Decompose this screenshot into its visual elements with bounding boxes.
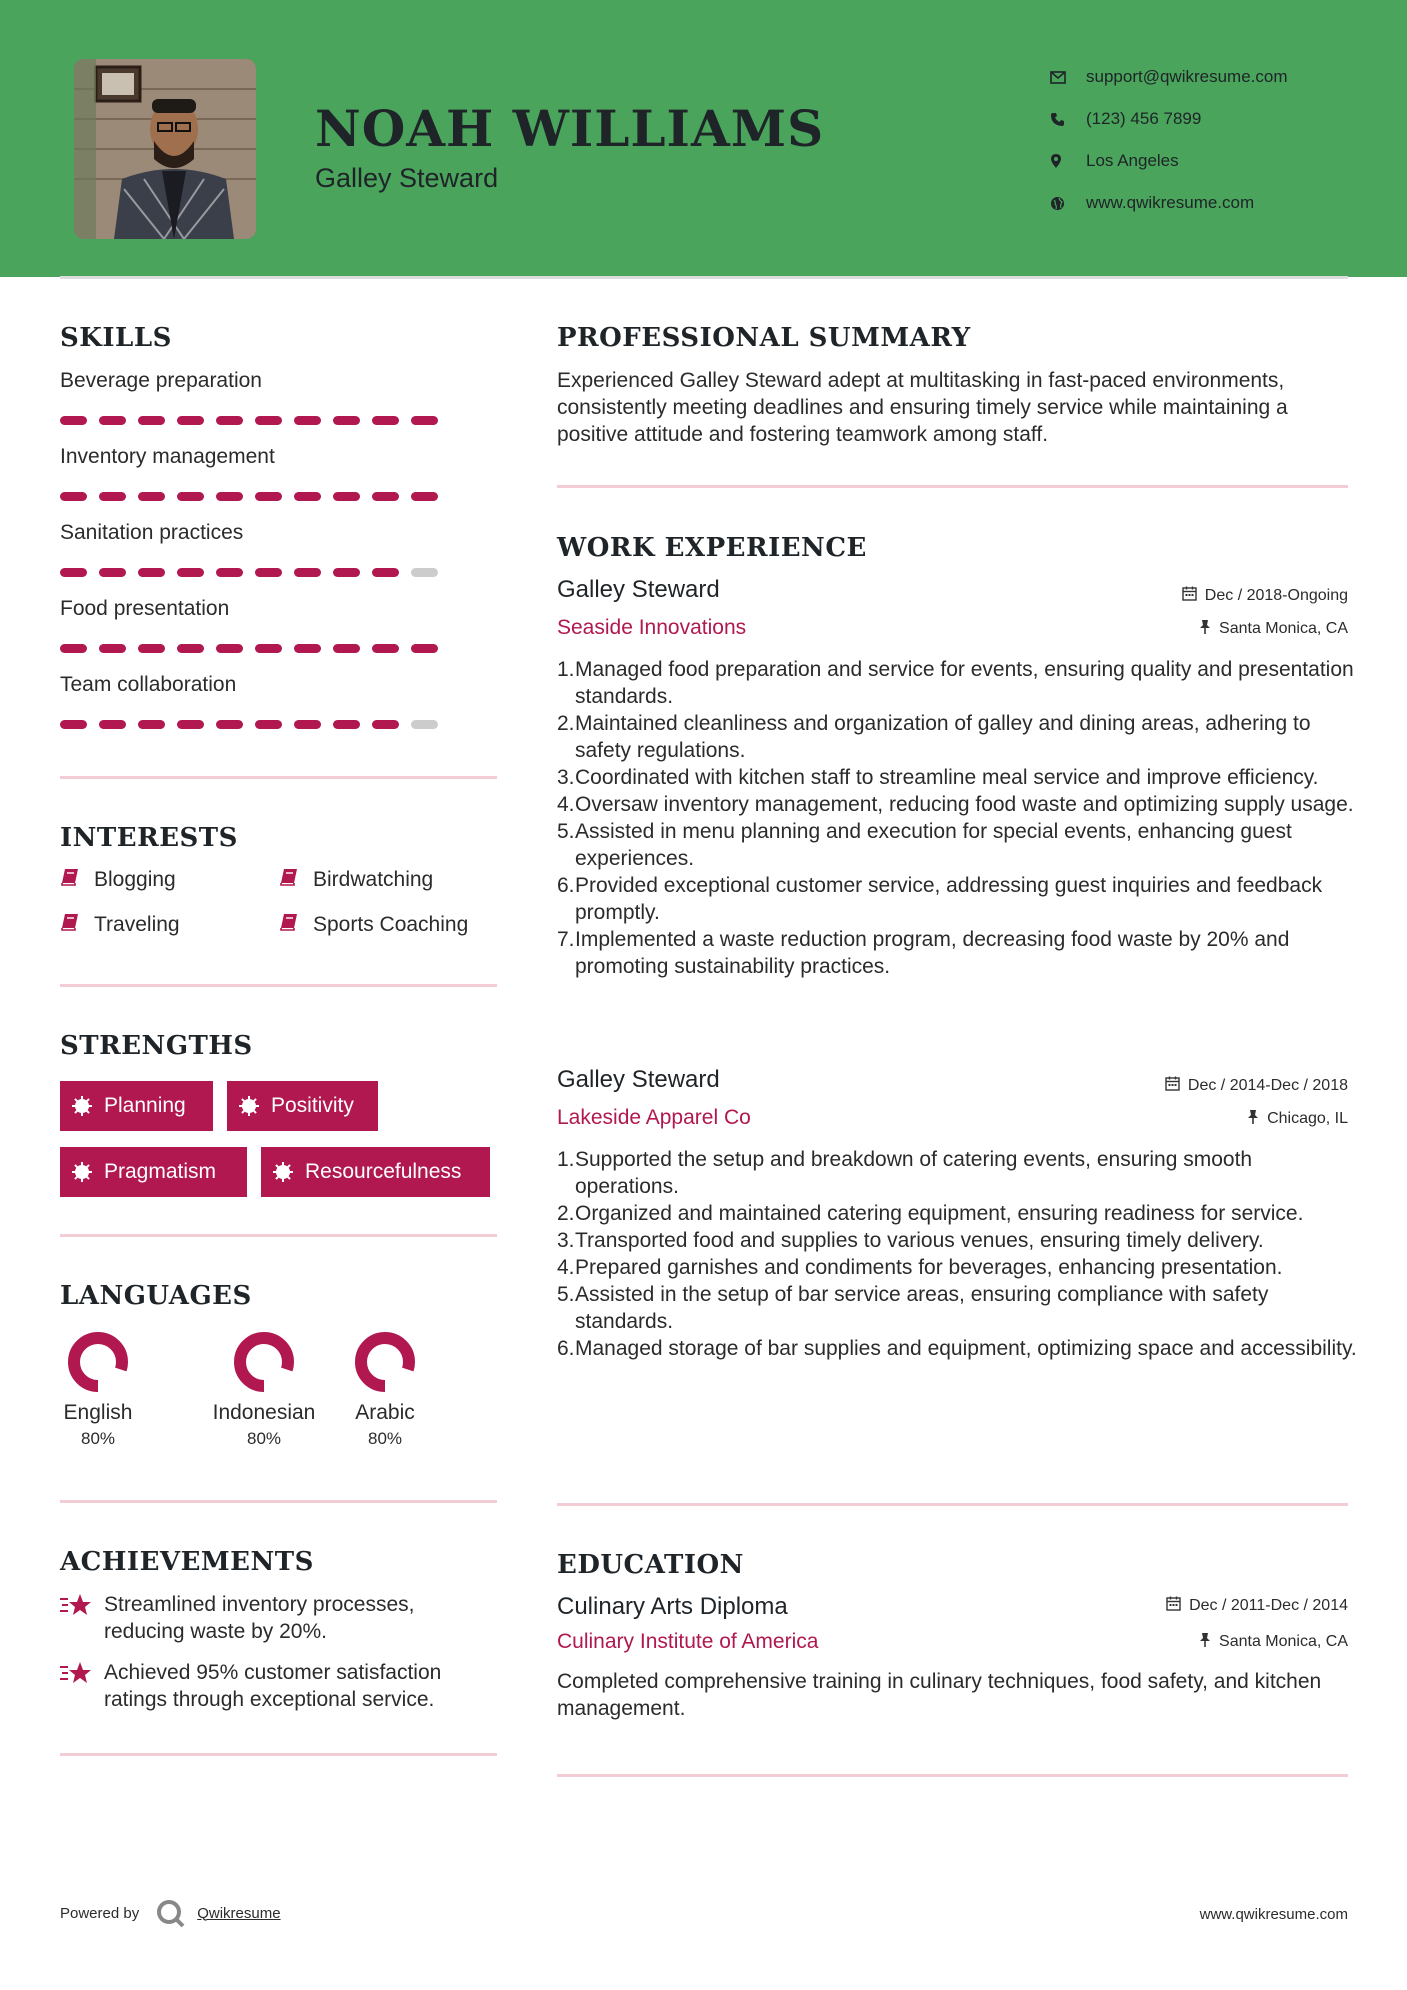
list-item-text: Supported the setup and breakdown of catering events, ensuring smooth operations. — [575, 1148, 1253, 1198]
skill-rating-dot — [294, 416, 321, 425]
candidate-title: Galley Steward — [315, 163, 499, 193]
language-ring — [232, 1330, 296, 1394]
skill-rating-dot — [216, 416, 243, 425]
header-divider — [60, 276, 1348, 279]
summary-divider — [557, 485, 1348, 488]
skill-rating-dot — [333, 720, 360, 729]
skill-rating-dot — [255, 568, 282, 577]
star-icon — [60, 1591, 104, 1645]
list-item: 7. Implemented a waste reduction program, decreasing food waste by 20% and promoting sustainability practices. — [557, 926, 1357, 980]
language-name: English — [63, 1401, 133, 1424]
education-dates — [1166, 1596, 1348, 1616]
summary-text: Experienced Galley Steward adept at multitasking in fast-paced environments, consistently meeting deadlines and ensuring timely service while maintaining a positive attitude and fostering teamwork among staff. — [557, 369, 1288, 446]
interest-label: Blogging — [94, 868, 176, 891]
powered-by-text: Powered by — [60, 1904, 140, 1922]
skill-rating-dot — [372, 492, 399, 501]
strength-label: Pragmatism — [104, 1160, 217, 1183]
gear-badge-icon — [273, 1162, 305, 1182]
job-location-text: Chicago, IL — [1267, 1110, 1348, 1127]
job-dates-text: Dec / 2018-Ongoing — [1204, 587, 1348, 604]
calendar-icon — [1165, 1076, 1180, 1096]
achievements-heading: ACHIEVEMENTS — [60, 1547, 314, 1577]
interest-item — [279, 867, 433, 893]
contact-email-text: support@qwikresume.com — [1086, 67, 1288, 86]
skill-rating-dot — [60, 720, 87, 729]
skill-rating-dot — [177, 644, 204, 653]
skill-rating-dot — [138, 416, 165, 425]
experience-divider — [557, 1503, 1348, 1506]
skill-rating-dot — [60, 644, 87, 653]
interest-item — [60, 912, 180, 938]
skill-rating-dot — [99, 568, 126, 577]
footer-powered-by — [60, 1898, 281, 1928]
skill-rating-dot — [333, 492, 360, 501]
contact-email[interactable] — [1050, 56, 1370, 98]
languages-heading: LANGUAGES — [60, 1281, 252, 1311]
interests-heading: INTERESTS — [60, 823, 238, 853]
list-item: 5. Assisted in the setup of bar service areas, ensuring compliance with safety standards. — [557, 1281, 1357, 1335]
skill-rating-dot — [99, 416, 126, 425]
star-icon — [60, 1659, 104, 1713]
skill-rating-dot — [333, 416, 360, 425]
achievement-item — [60, 1591, 500, 1645]
skill-rating-dot — [60, 416, 87, 425]
gear-badge-icon — [239, 1096, 271, 1116]
skill-label: Beverage preparation — [60, 369, 262, 392]
list-item-text: Oversaw inventory management, reducing food waste and optimizing supply usage. — [575, 793, 1354, 816]
qwikresume-link[interactable]: Qwikresume — [197, 1904, 281, 1922]
education-location — [1199, 1632, 1348, 1652]
education-heading: EDUCATION — [557, 1550, 744, 1580]
education-dates-text: Dec / 2011-Dec / 2014 — [1189, 1597, 1348, 1614]
interest-item — [279, 912, 468, 938]
skill-rating-dot — [255, 644, 282, 653]
list-item: 1. Managed food preparation and service for events, ensuring quality and presentation standards. — [557, 656, 1357, 710]
list-item-text: Maintained cleanliness and organization of galley and dining areas, adhering to safety regulations. — [575, 712, 1311, 762]
list-item-text: Managed storage of bar supplies and equipment, optimizing space and accessibility. — [575, 1337, 1357, 1360]
job-bullets — [557, 656, 1357, 980]
skill-rating-dot — [333, 644, 360, 653]
summary-heading: PROFESSIONAL SUMMARY — [557, 323, 971, 353]
skill-rating-dot — [216, 720, 243, 729]
header-banner — [0, 0, 1407, 277]
education-location-text: Santa Monica, CA — [1219, 1633, 1348, 1650]
strength-badge — [60, 1081, 213, 1131]
calendar-icon — [1182, 586, 1197, 606]
skill-label: Sanitation practices — [60, 521, 244, 544]
education-school: Culinary Institute of America — [557, 1630, 819, 1653]
list-item: 3. Coordinated with kitchen staff to streamline meal service and improve efficiency. — [557, 766, 1319, 789]
skill-rating-dot — [255, 416, 282, 425]
gear-badge-icon — [72, 1162, 104, 1182]
skill-rating-dot — [216, 568, 243, 577]
skill-rating-dot — [138, 568, 165, 577]
skill-rating-dot — [99, 720, 126, 729]
list-item: 4. Oversaw inventory management, reducing food waste and optimizing supply usage. — [557, 793, 1354, 816]
strength-badge — [227, 1081, 378, 1131]
skill-rating-dot — [372, 720, 399, 729]
interest-label: Traveling — [94, 913, 180, 936]
skill-rating-dot — [255, 720, 282, 729]
skill-rating-dot — [216, 644, 243, 653]
skill-rating-dot — [138, 492, 165, 501]
list-item: 4. Prepared garnishes and condiments for beverages, enhancing presentation. — [557, 1256, 1283, 1279]
skill-label: Inventory management — [60, 445, 275, 468]
phone-icon — [1050, 112, 1086, 127]
skill-rating-dot — [138, 720, 165, 729]
job-location — [1247, 1109, 1348, 1129]
skill-rating-dot — [177, 492, 204, 501]
skill-label: Team collaboration — [60, 673, 237, 696]
job-dates — [1165, 1076, 1348, 1096]
gear-badge-icon — [72, 1096, 104, 1116]
skill-rating-dot — [255, 492, 282, 501]
list-item-text: Prepared garnishes and condiments for beverages, enhancing presentation. — [575, 1256, 1283, 1279]
book-icon — [60, 912, 94, 938]
interest-label: Sports Coaching — [313, 913, 469, 936]
calendar-icon — [1166, 1596, 1181, 1616]
contact-info — [1050, 56, 1370, 224]
achievement-text: Streamlined inventory processes, reducing waste by 20%. — [104, 1593, 415, 1643]
skill-rating-dot — [294, 644, 321, 653]
contact-website[interactable] — [1050, 182, 1370, 224]
skill-rating-dot — [138, 644, 165, 653]
skill-rating-dot — [372, 644, 399, 653]
contact-location — [1050, 140, 1370, 182]
skill-rating-dot — [411, 416, 438, 425]
education-degree: Culinary Arts Diploma — [557, 1593, 788, 1620]
qwikresume-logo-icon — [155, 1898, 185, 1928]
job-title: Galley Steward — [557, 576, 720, 603]
list-item: 1. Supported the setup and breakdown of catering events, ensuring smooth operations. — [557, 1146, 1357, 1200]
skill-rating-dot — [372, 568, 399, 577]
skill-rating-dot — [99, 492, 126, 501]
list-item: 2. Organized and maintained catering equipment, ensuring readiness for service. — [557, 1202, 1304, 1225]
profile-photo — [74, 59, 256, 239]
book-icon — [279, 912, 313, 938]
interest-label: Birdwatching — [313, 868, 434, 891]
skill-rating-dot — [411, 492, 438, 501]
contact-website-text: www.qwikresume.com — [1086, 193, 1255, 212]
skill-rating-dot — [294, 568, 321, 577]
book-icon — [60, 867, 94, 893]
skill-rating — [60, 644, 438, 653]
experience-heading: WORK EXPERIENCE — [557, 533, 867, 563]
achievement-text: Achieved 95% customer satisfaction ratings through exceptional service. — [104, 1661, 442, 1711]
list-item-text: Provided exceptional customer service, addressing guest inquiries and feedback promptly. — [575, 874, 1323, 924]
job-dates-text: Dec / 2014-Dec / 2018 — [1187, 1077, 1348, 1094]
strength-label: Positivity — [271, 1094, 354, 1117]
achievements-divider — [60, 1753, 497, 1756]
list-item-text: Coordinated with kitchen staff to streamline meal service and improve efficiency. — [575, 766, 1319, 789]
strength-label: Resourcefulness — [305, 1160, 462, 1183]
list-item: 6. Managed storage of bar supplies and equipment, optimizing space and accessibility. — [557, 1337, 1357, 1360]
skill-rating-dot — [411, 568, 438, 577]
language-item — [204, 1330, 324, 1449]
strengths-divider — [60, 1234, 497, 1237]
skill-rating — [60, 492, 438, 501]
skill-rating-dot — [294, 492, 321, 501]
skill-label: Food presentation — [60, 597, 230, 620]
list-item-text: Organized and maintained catering equipment, ensuring readiness for service. — [575, 1202, 1304, 1225]
language-percent: 80% — [246, 1429, 282, 1448]
footer-website[interactable]: www.qwikresume.com — [1199, 1906, 1348, 1923]
strength-label: Planning — [104, 1094, 186, 1117]
map-pin-icon — [1050, 153, 1086, 169]
skill-rating-dot — [60, 568, 87, 577]
book-icon — [279, 867, 313, 893]
list-item-text: Transported food and supplies to various venues, ensuring timely delivery. — [575, 1229, 1264, 1252]
interests-divider — [60, 984, 497, 987]
strength-badge — [261, 1147, 490, 1197]
education-description: Completed comprehensive training in culinary techniques, food safety, and kitchen management. — [557, 1670, 1322, 1720]
language-item — [38, 1330, 158, 1449]
job-company: Seaside Innovations — [557, 616, 747, 639]
pushpin-icon — [1247, 1109, 1259, 1129]
envelope-icon — [1050, 71, 1086, 84]
language-name: Arabic — [355, 1401, 415, 1424]
strength-badge — [60, 1147, 247, 1197]
globe-icon — [1050, 196, 1086, 211]
candidate-name: NOAH WILLIAMS — [315, 99, 825, 158]
contact-location-text: Los Angeles — [1086, 151, 1179, 170]
education-divider — [557, 1774, 1348, 1777]
pushpin-icon — [1199, 619, 1211, 639]
language-item — [325, 1330, 445, 1449]
list-item: 2. Maintained cleanliness and organization of galley and dining areas, adhering to safety regulations. — [557, 710, 1357, 764]
contact-phone-text: (123) 456 7899 — [1086, 109, 1202, 128]
skill-rating-dot — [99, 644, 126, 653]
skill-rating-dot — [411, 720, 438, 729]
skill-rating-dot — [372, 416, 399, 425]
language-ring — [66, 1330, 130, 1394]
job-location-text: Santa Monica, CA — [1219, 620, 1348, 637]
job-dates — [1182, 586, 1348, 606]
language-name: Indonesian — [212, 1401, 316, 1424]
skill-rating — [60, 568, 438, 577]
skill-rating — [60, 720, 438, 729]
skill-rating-dot — [177, 720, 204, 729]
list-item: 6. Provided exceptional customer service, addressing guest inquiries and feedback promptly. — [557, 872, 1357, 926]
skill-rating-dot — [216, 492, 243, 501]
language-ring — [353, 1330, 417, 1394]
skill-rating-dot — [333, 568, 360, 577]
skill-rating-dot — [177, 568, 204, 577]
skill-rating-dot — [177, 416, 204, 425]
job-location — [1199, 619, 1348, 639]
skills-heading: SKILLS — [60, 323, 172, 353]
skill-rating — [60, 416, 438, 425]
list-item: 3. Transported food and supplies to various venues, ensuring timely delivery. — [557, 1229, 1264, 1252]
skill-rating-dot — [60, 492, 87, 501]
achievement-item — [60, 1659, 500, 1713]
interest-item — [60, 867, 176, 893]
language-percent: 80% — [80, 1429, 116, 1448]
list-item-text: Managed food preparation and service for events, ensuring quality and presentation standards. — [575, 658, 1354, 708]
list-item-text: Assisted in menu planning and execution for special events, enhancing guest experiences. — [575, 820, 1292, 870]
pushpin-icon — [1199, 1632, 1211, 1652]
contact-phone[interactable] — [1050, 98, 1370, 140]
job-bullets — [557, 1146, 1357, 1362]
list-item-text: Implemented a waste reduction program, decreasing food waste by 20% and promoting sustainability practices. — [575, 928, 1290, 978]
strengths-heading: STRENGTHS — [60, 1031, 253, 1061]
list-item-text: Assisted in the setup of bar service areas, ensuring compliance with safety standards. — [575, 1283, 1269, 1333]
skill-rating-dot — [294, 720, 321, 729]
job-title: Galley Steward — [557, 1066, 720, 1093]
list-item: 5. Assisted in menu planning and execution for special events, enhancing guest experiences. — [557, 818, 1357, 872]
skills-divider — [60, 776, 497, 779]
language-percent: 80% — [367, 1429, 403, 1448]
skill-rating-dot — [411, 644, 438, 653]
job-company: Lakeside Apparel Co — [557, 1106, 751, 1129]
languages-divider — [60, 1500, 497, 1503]
